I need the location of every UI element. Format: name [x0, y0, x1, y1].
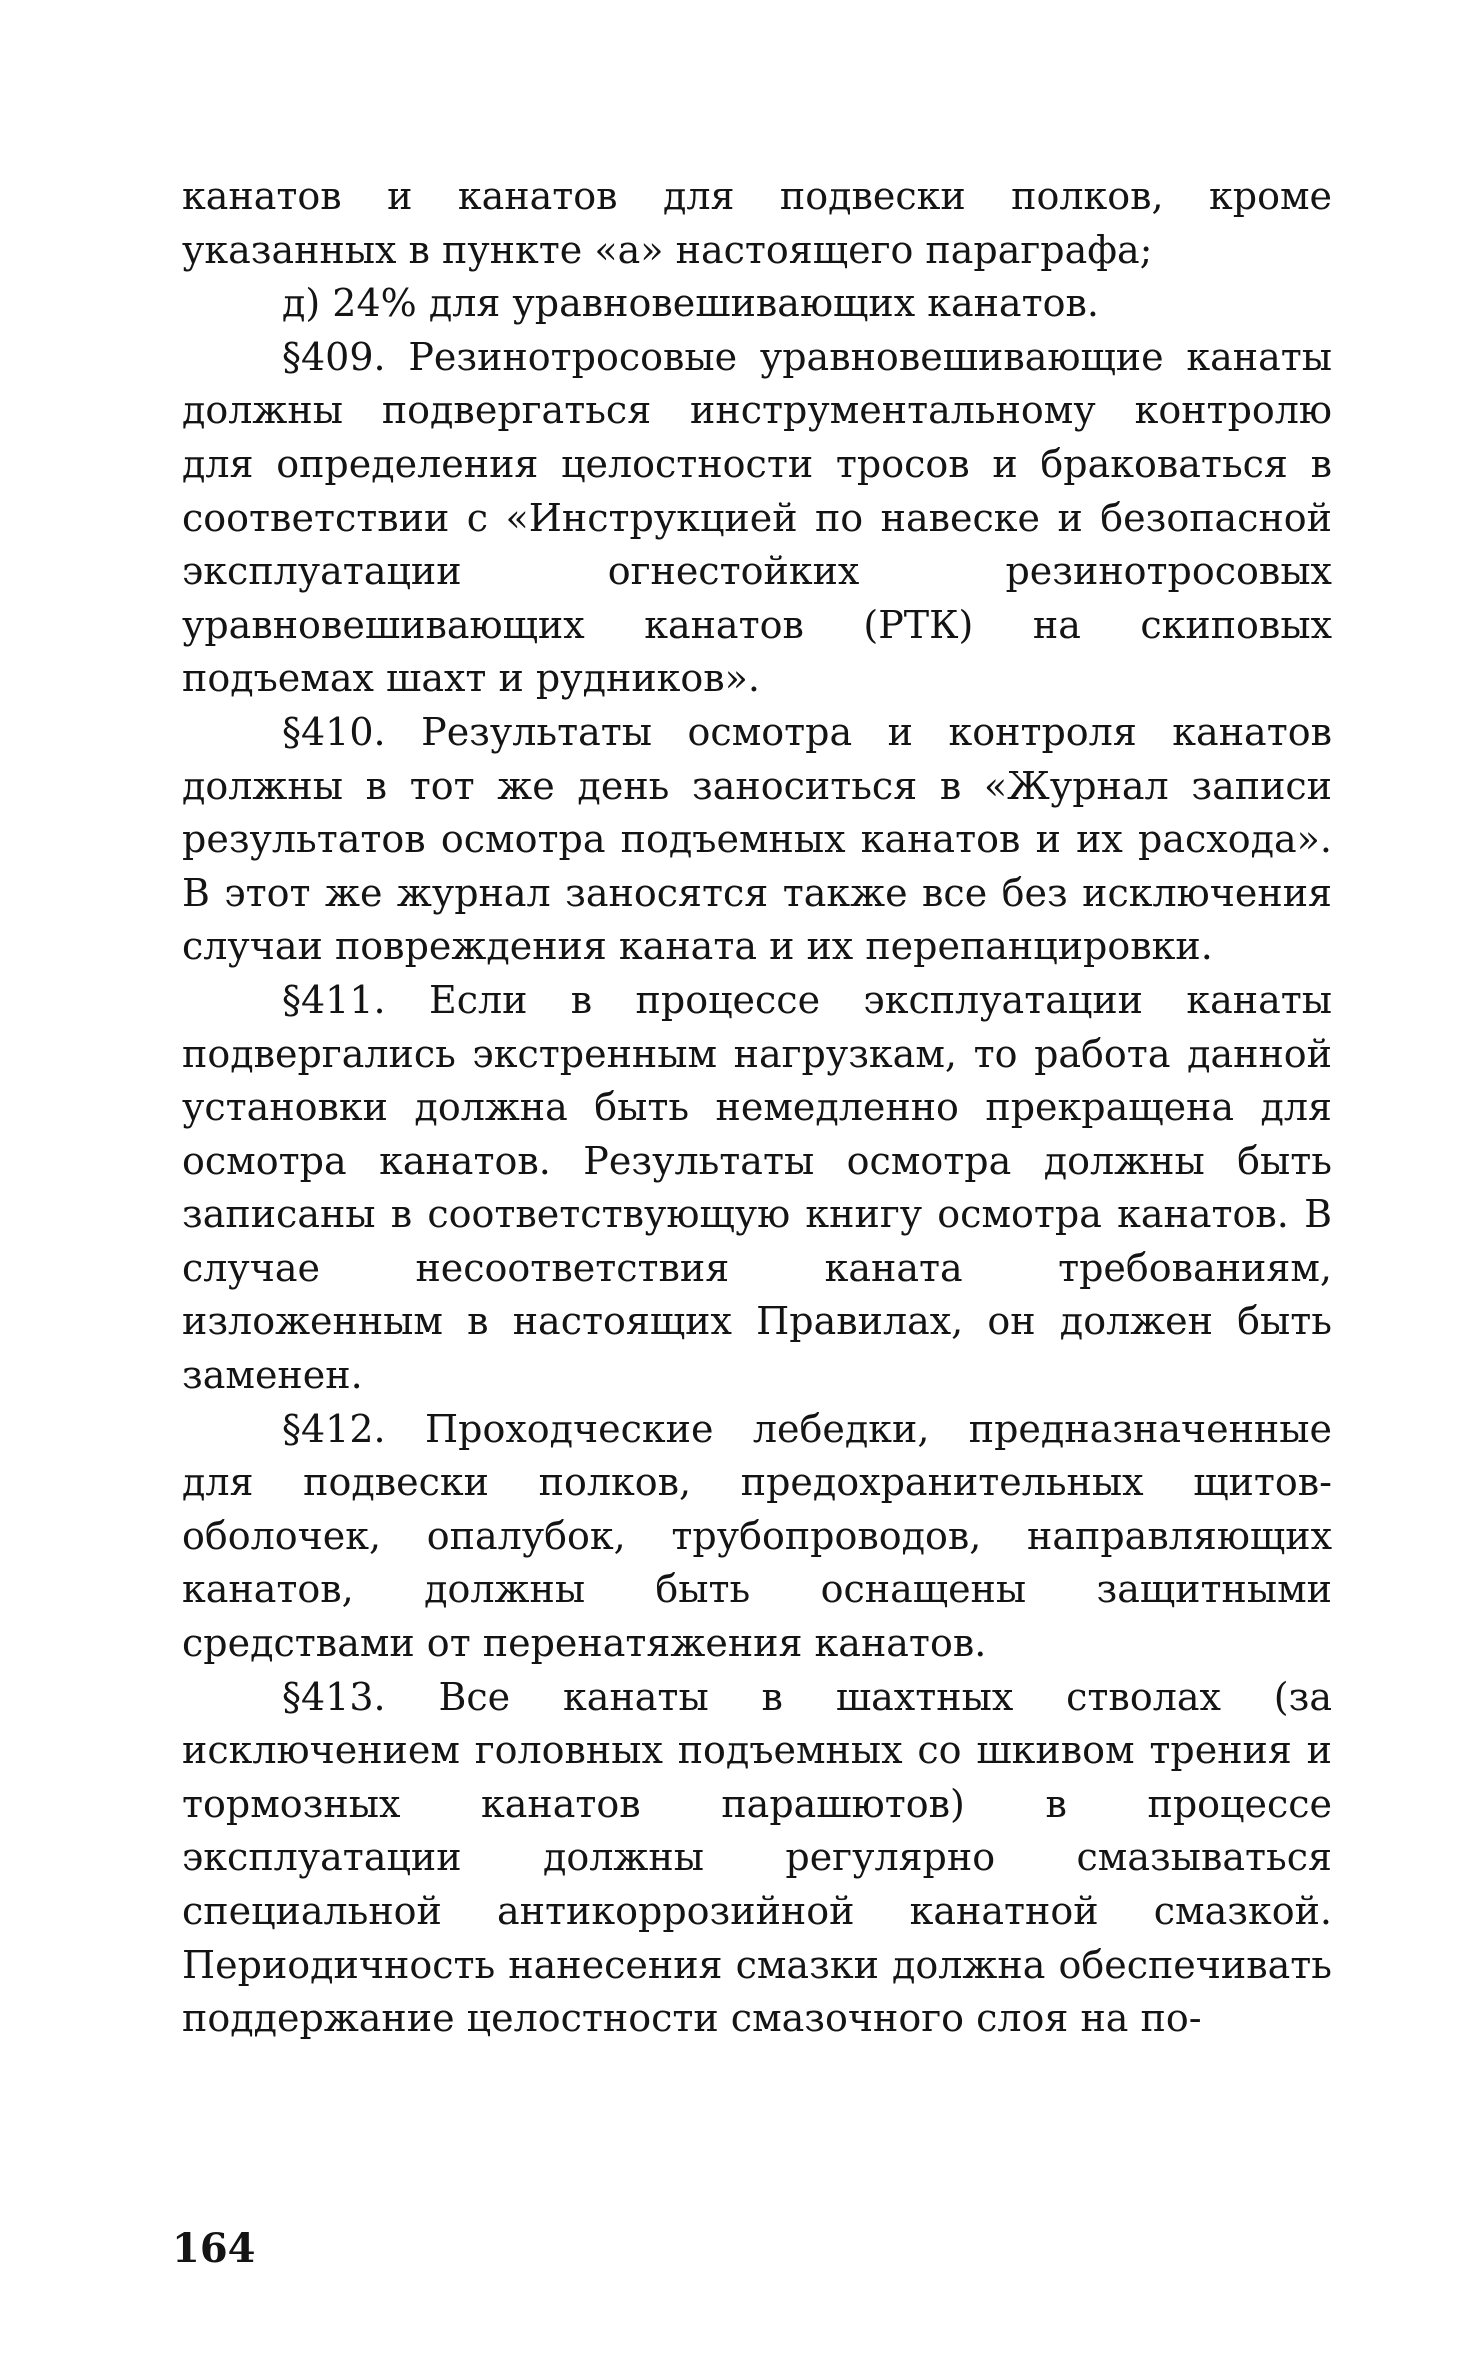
- paragraph-410: §410. Результаты осмотра и контроля канатов должны в тот же день заноситься в «Журнал записи результатов осмотра подъемных канатов и их расхода». В этот же журнал заносятся также все без исключения случаи повреждения каната и их перепанцировки.: [182, 709, 1332, 969]
- paragraph-item-d: д) 24% для уравновешивающих канатов.: [282, 281, 1099, 326]
- body-text: [182, 170, 1332, 2046]
- paragraph-continuation: канатов и канатов для подвески полков, кроме указанных в пункте «а» настоящего параграфа;: [182, 174, 1332, 272]
- paragraph-412: §412. Проходческие лебедки, предназначенные для подвески полков, предохранительных щитов-оболочек, опалубок, трубопроводов, направляющих канатов, должны быть оснащены защитными средствами от перенатяжения канатов.: [182, 1406, 1332, 1666]
- page-number: 164: [172, 2225, 256, 2272]
- paragraph-413: §413. Все канаты в шахтных стволах (за исключением головных подъемных со шкивом трения и тормозных канатов парашютов) в процессе эксплуатации должны регулярно смазываться специальной антикоррозийной канатной смазкой. Периодичность нанесения смазки должна обеспечивать поддержание целостности смазочного слоя на по-: [182, 1674, 1332, 2041]
- paragraph-409: §409. Резинотросовые уравновешивающие канаты должны подвергаться инструментальному контролю для определения целостности тросов и браковаться в соответствии с «Инструкцией по навеске и безопасной эксплуатации огнестойких резинотросовых уравновешивающих канатов (РТК) на скиповых подъемах шахт и рудников».: [182, 334, 1332, 701]
- paragraph-411: §411. Если в процессе эксплуатации канаты подвергались экстренным нагрузкам, то работа данной установки должна быть немедленно прекращена для осмотра канатов. Результаты осмотра должны быть записаны в соответствующую книгу осмотра канатов. В случае несоответствия каната требованиям, изложенным в настоящих Правилах, он должен быть заменен.: [182, 977, 1332, 1398]
